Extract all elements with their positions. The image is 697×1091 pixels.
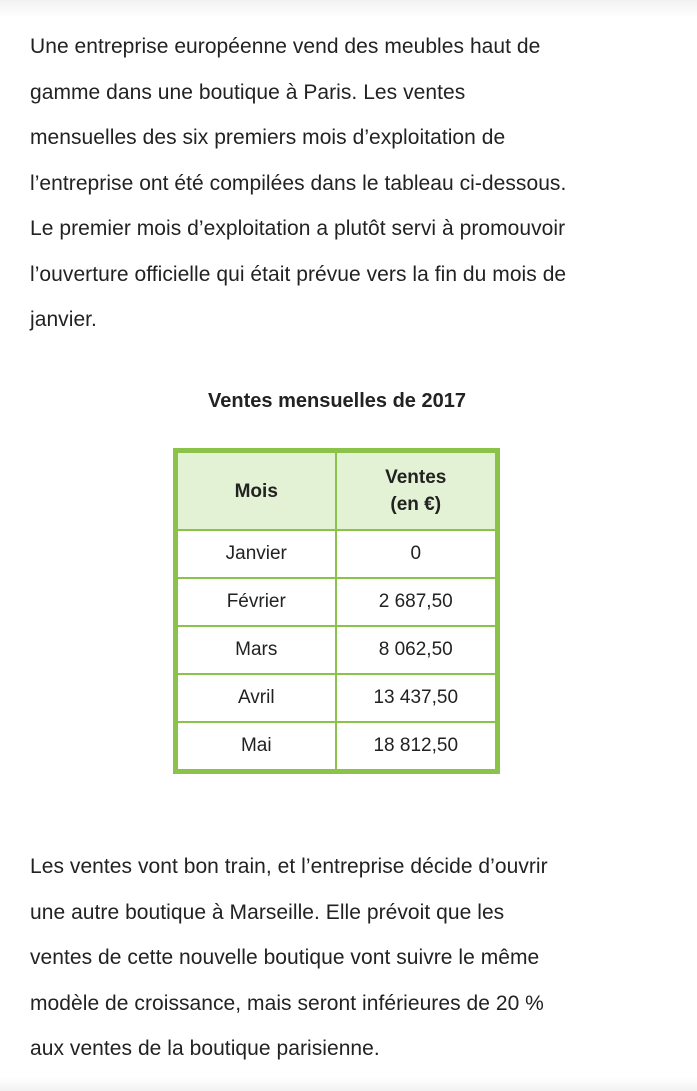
cell-mois: Avril (176, 674, 336, 722)
cell-mois: Mai (176, 722, 336, 772)
bottom-edge-shadow (0, 1077, 697, 1091)
outro-line: Les ventes vont bon train, et l’entreprise décide d’ouvrir (30, 855, 548, 878)
header-ventes (336, 451, 498, 531)
monthly-sales-table (173, 448, 500, 774)
cell-mois: Mars (176, 626, 336, 674)
cell-ventes: 13 437,50 (336, 674, 498, 722)
intro-line: l’ouverture officielle qui était prévue vers la fin du mois de (30, 262, 567, 286)
header-mois: Mois (176, 451, 336, 531)
table-row (176, 674, 498, 722)
table-row (176, 530, 498, 578)
table-row (176, 722, 498, 772)
outro-line: ventes de cette nouvelle boutique vont suivre le même (30, 946, 540, 969)
intro-paragraph (30, 24, 660, 343)
table-caption: Ventes mensuelles de 2017 (208, 390, 466, 412)
intro-line: janvier. (30, 308, 97, 331)
outro-line: une autre boutique à Marseille. Elle prévoit que les (30, 900, 505, 924)
outro-line: modèle de croissance, mais seront inférieures de 20 % (30, 991, 544, 1015)
table-row (176, 626, 498, 674)
outro-paragraph (30, 844, 660, 1072)
intro-line: mensuelles des six premiers mois d’exploitation de (30, 126, 506, 149)
intro-line: l’entreprise ont été compilées dans le tableau ci-dessous. (30, 171, 567, 195)
table-header-row (176, 451, 498, 531)
cell-ventes: 0 (336, 530, 498, 578)
intro-line: gamme dans une boutique à Paris. Les ventes (30, 80, 466, 104)
cell-mois: Février (176, 578, 336, 626)
table-row (176, 578, 498, 626)
header-ventes-line2: (en €) (390, 494, 442, 515)
intro-line: Le premier mois d’exploitation a plutôt servi à promouvoir (30, 217, 566, 240)
header-ventes-line1: Ventes (385, 467, 447, 488)
top-edge-shadow (0, 0, 697, 18)
cell-ventes: 8 062,50 (336, 626, 498, 674)
outro-line: aux ventes de la boutique parisienne. (30, 1037, 380, 1060)
cell-ventes: 18 812,50 (336, 722, 498, 772)
intro-line: Une entreprise européenne vend des meubles haut de (30, 35, 541, 58)
cell-ventes: 2 687,50 (336, 578, 498, 626)
cell-mois: Janvier (176, 530, 336, 578)
